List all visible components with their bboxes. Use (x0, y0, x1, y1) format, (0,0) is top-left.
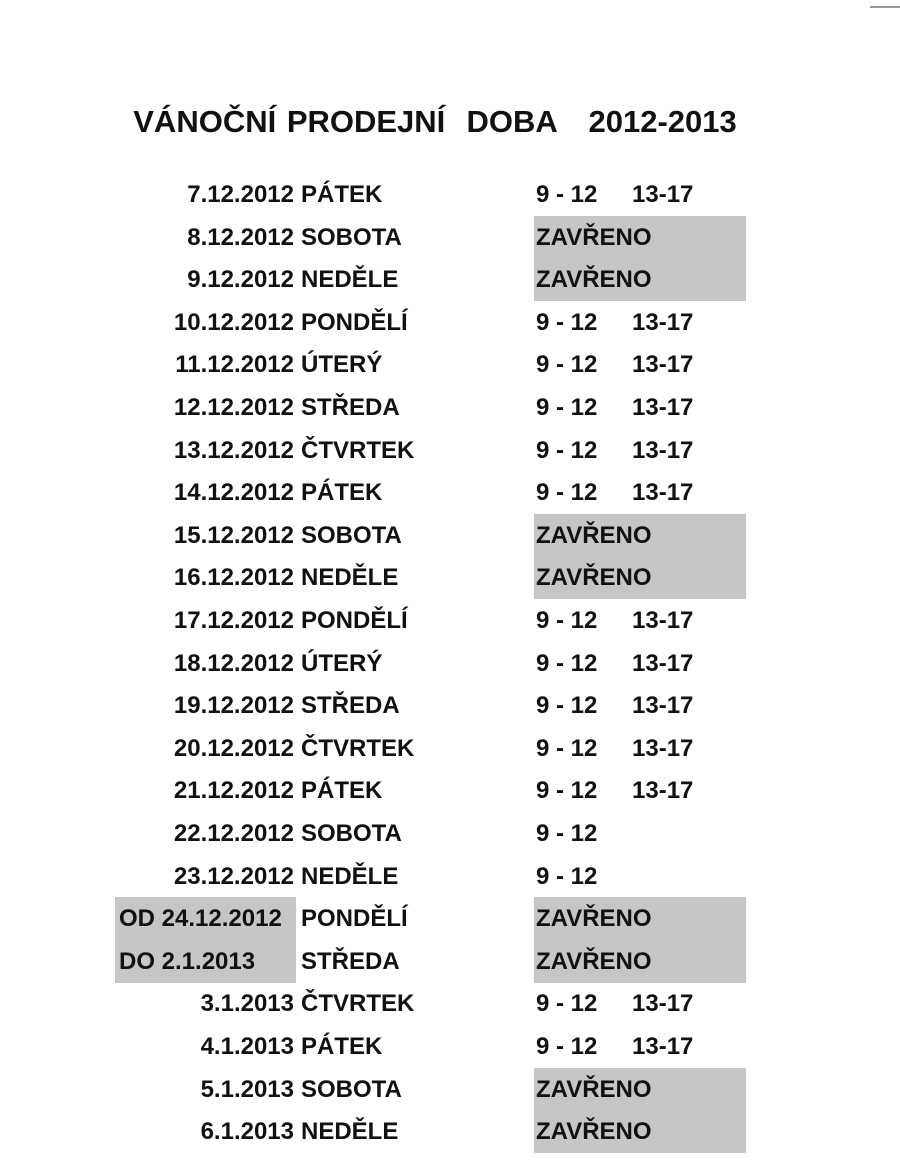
weekday-cell: NEDĚLE (301, 564, 399, 591)
morning-hours: 9 - 12 (536, 479, 598, 506)
morning-hours: 9 - 12 (536, 735, 598, 762)
table-row (0, 1068, 900, 1111)
date-cell: 7.12.2012 (187, 181, 294, 208)
weekday-cell: PÁTEK (301, 181, 383, 208)
table-row (0, 727, 900, 770)
table-row (0, 812, 900, 855)
date-cell: 16.12.2012 (173, 564, 294, 591)
table-row (0, 684, 900, 727)
weekday-cell: PONDĚLÍ (301, 309, 408, 336)
morning-hours: 9 - 12 (536, 777, 598, 804)
table-row (0, 1110, 900, 1153)
morning-hours: 9 - 12 (536, 650, 598, 677)
afternoon-hours: 13-17 (632, 607, 694, 634)
date-cell: 21.12.2012 (173, 777, 294, 804)
table-row (0, 258, 900, 301)
table-row (0, 471, 900, 514)
afternoon-hours: 13-17 (632, 181, 694, 208)
weekday-cell: ÚTERÝ (301, 351, 383, 378)
table-row (0, 514, 900, 557)
table-row (0, 343, 900, 386)
date-cell: 4.1.2013 (200, 1033, 294, 1060)
weekday-cell: PONDĚLÍ (301, 905, 408, 932)
date-cell: 12.12.2012 (173, 394, 294, 421)
table-row (0, 173, 900, 216)
weekday-cell: STŘEDA (301, 948, 400, 975)
morning-hours: 9 - 12 (536, 692, 598, 719)
morning-hours: 9 - 12 (536, 1033, 598, 1060)
date-cell: 8.12.2012 (187, 224, 294, 251)
date-cell: 20.12.2012 (173, 735, 294, 762)
afternoon-hours: 13-17 (632, 351, 694, 378)
afternoon-hours: 13-17 (632, 735, 694, 762)
closed-status: ZAVŘENO (534, 1068, 746, 1111)
table-row (0, 599, 900, 642)
date-cell: 10.12.2012 (173, 309, 294, 336)
morning-hours: 9 - 12 (536, 351, 598, 378)
weekday-cell: PONDĚLÍ (301, 607, 408, 634)
closed-status: ZAVŘENO (534, 514, 746, 557)
table-row (0, 1025, 900, 1068)
date-cell: 23.12.2012 (173, 863, 294, 890)
table-row (0, 940, 900, 983)
afternoon-hours: 13-17 (632, 309, 694, 336)
morning-hours: 9 - 12 (536, 607, 598, 634)
date-cell: 17.12.2012 (173, 607, 294, 634)
morning-hours: 9 - 12 (536, 181, 598, 208)
date-cell: 11.12.2012 (175, 351, 294, 378)
date-cell: 6.1.2013 (200, 1118, 294, 1145)
table-row (0, 556, 900, 599)
weekday-cell: SOBOTA (301, 522, 402, 549)
morning-hours: 9 - 12 (536, 990, 598, 1017)
closed-status: ZAVŘENO (534, 1110, 746, 1153)
afternoon-hours: 13-17 (632, 692, 694, 719)
afternoon-hours: 13-17 (632, 479, 694, 506)
morning-hours: 9 - 12 (536, 863, 598, 890)
weekday-cell: ČTVRTEK (301, 437, 415, 464)
date-cell: 13.12.2012 (173, 437, 294, 464)
date-cell: 22.12.2012 (173, 820, 294, 847)
morning-hours: 9 - 12 (536, 437, 598, 464)
morning-hours: 9 - 12 (536, 309, 598, 336)
table-row (0, 386, 900, 429)
afternoon-hours: 13-17 (632, 437, 694, 464)
weekday-cell: SOBOTA (301, 820, 402, 847)
weekday-cell: ČTVRTEK (301, 735, 415, 762)
closed-status: ZAVŘENO (534, 216, 746, 259)
afternoon-hours: 13-17 (632, 1033, 694, 1060)
table-row (0, 216, 900, 259)
weekday-cell: STŘEDA (301, 692, 400, 719)
closed-status: ZAVŘENO (534, 258, 746, 301)
afternoon-hours: 13-17 (632, 777, 694, 804)
afternoon-hours: 13-17 (632, 990, 694, 1017)
date-cell: 3.1.2013 (200, 990, 294, 1017)
weekday-cell: NEDĚLE (301, 266, 399, 293)
table-row (0, 855, 900, 898)
table-row (0, 769, 900, 812)
date-cell: OD 24.12.2012 (115, 897, 296, 940)
scan-edge-mark (870, 6, 900, 8)
weekday-cell: SOBOTA (301, 224, 402, 251)
afternoon-hours: 13-17 (632, 394, 694, 421)
table-row (0, 897, 900, 940)
afternoon-hours: 13-17 (632, 650, 694, 677)
weekday-cell: NEDĚLE (301, 1118, 399, 1145)
morning-hours: 9 - 12 (536, 394, 598, 421)
weekday-cell: SOBOTA (301, 1076, 402, 1103)
table-row (0, 982, 900, 1025)
closed-status: ZAVŘENO (534, 940, 746, 983)
weekday-cell: ČTVRTEK (301, 990, 415, 1017)
date-cell: 19.12.2012 (173, 692, 294, 719)
date-cell: DO 2.1.2013 (115, 940, 296, 983)
date-cell: 9.12.2012 (187, 266, 294, 293)
weekday-cell: PÁTEK (301, 1033, 383, 1060)
date-cell: 14.12.2012 (173, 479, 294, 506)
date-cell: 5.1.2013 (200, 1076, 294, 1103)
table-row (0, 642, 900, 685)
weekday-cell: ÚTERÝ (301, 650, 383, 677)
date-cell: 15.12.2012 (173, 522, 294, 549)
date-cell: 18.12.2012 (173, 650, 294, 677)
weekday-cell: NEDĚLE (301, 863, 399, 890)
weekday-cell: STŘEDA (301, 394, 400, 421)
weekday-cell: PÁTEK (301, 777, 383, 804)
table-row (0, 301, 900, 344)
morning-hours: 9 - 12 (536, 820, 598, 847)
table-row (0, 429, 900, 472)
page-title: VÁNOČNÍ PRODEJNÍ DOBA 2012-2013 (133, 104, 737, 139)
closed-status: ZAVŘENO (534, 897, 746, 940)
weekday-cell: PÁTEK (301, 479, 383, 506)
closed-status: ZAVŘENO (534, 556, 746, 599)
